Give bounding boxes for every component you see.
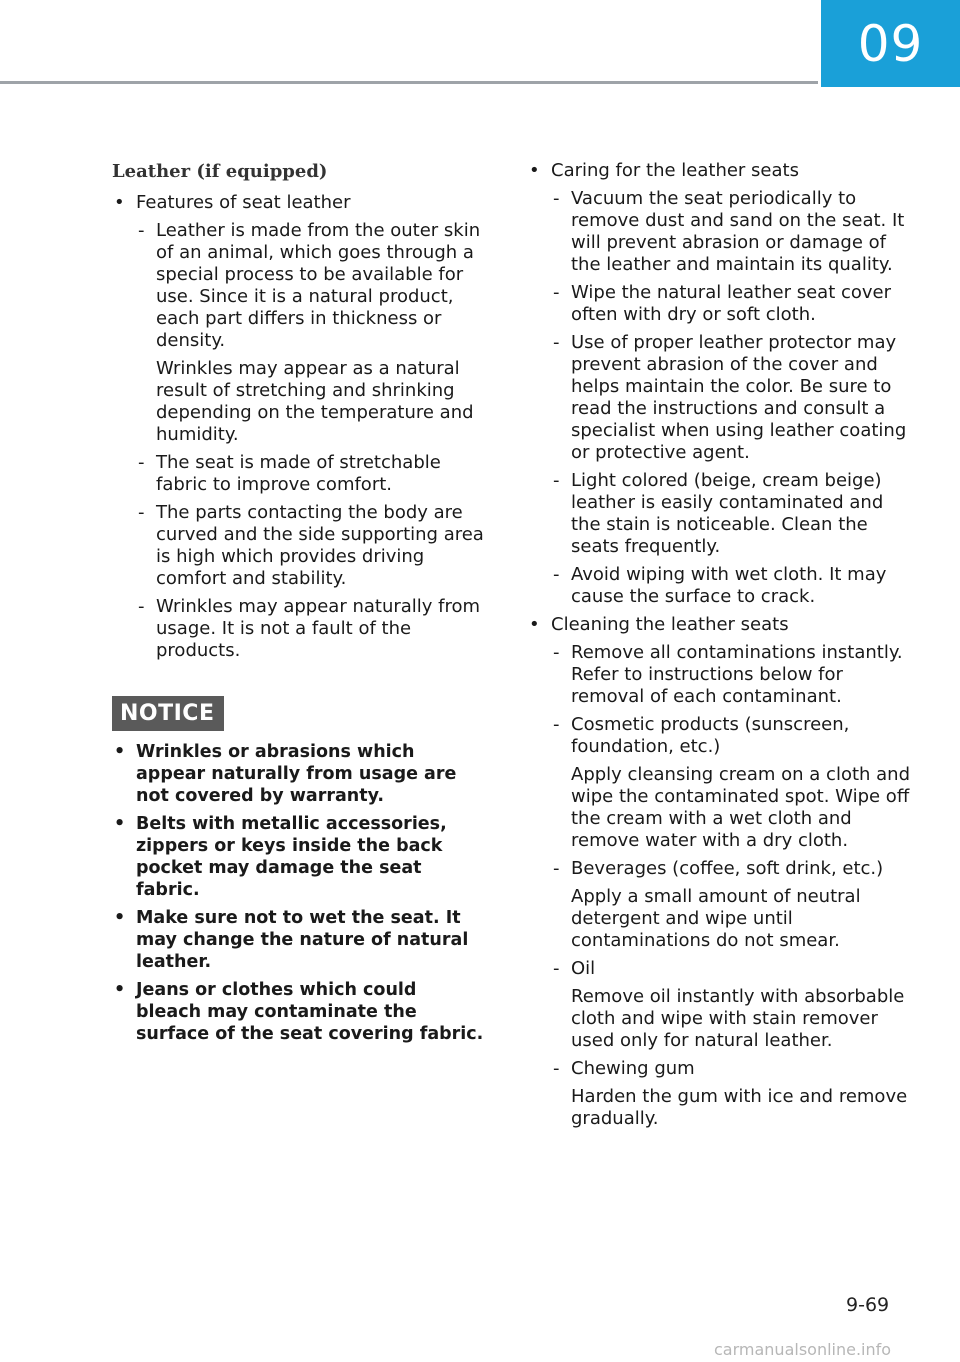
list-item-text: - The parts contacting the body are curved and the side supporting area is high which provides driving comfort and stability.	[156, 502, 484, 589]
bullet-label: • Cleaning the leather seats	[551, 614, 789, 635]
list-item-extra: Wrinkles may appear as a natural result of stretching and shrinking depending on the temperature and humidity.	[156, 358, 474, 445]
list-item	[136, 596, 487, 662]
list-item-extra: Remove oil instantly with absorbable cloth and wipe with stain remover used only for natural leather.	[571, 986, 905, 1051]
list-item-text: - Cosmetic products (sunscreen, foundation, etc.)	[571, 714, 850, 757]
notice-list	[112, 741, 487, 1045]
list-item-text: - Beverages (coffee, soft drink, etc.)	[571, 858, 884, 879]
notice-label: NOTICE	[112, 696, 224, 731]
list-item: - Avoid wiping with wet cloth. It may cause the surface to crack.	[551, 564, 912, 608]
list-item-extra: Apply a small amount of neutral detergent and wipe until contaminations do not smear.	[571, 886, 861, 951]
bullet-features	[112, 192, 487, 662]
list-item: - Use of proper leather protector may prevent abrasion of the cover and helps maintain the color. Be sure to read the instructions and consult a specialist when using leather coating or protective agent.	[551, 332, 912, 464]
list-item: - Wipe the natural leather seat cover often with dry or soft cloth.	[551, 282, 912, 326]
notice-item: • Belts with metallic accessories, zippers or keys inside the back pocket may damage the seat fabric.	[112, 813, 487, 901]
list-item	[136, 502, 487, 590]
page-number: 9-69	[846, 1294, 890, 1316]
notice-item: • Make sure not to wet the seat. It may change the nature of natural leather.	[112, 907, 487, 973]
list-item: - Light colored (beige, cream beige) leather is easily contaminated and the stain is noticeable. Clean the seats frequently.	[551, 470, 912, 558]
list-item	[551, 1058, 912, 1130]
list-item-text: - Wrinkles may appear naturally from usage. It is not a fault of the products.	[156, 596, 481, 661]
list-item: - Vacuum the seat periodically to remove dust and sand on the seat. It will prevent abrasion or damage of the leather and maintain its quality.	[551, 188, 912, 276]
sub-list	[551, 188, 912, 608]
list-item-text: - Leather is made from the outer skin of an animal, which goes through a special process to be available for use. Since it is a natural product, each part differs in thickness or density.	[156, 220, 481, 351]
notice-item: • Jeans or clothes which could bleach may contaminate the surface of the seat covering fabric.	[112, 979, 487, 1045]
bullet-caring	[527, 160, 912, 608]
list-item-text: - Chewing gum	[571, 1058, 695, 1079]
list-item	[551, 858, 912, 952]
list-item-text: - The seat is made of stretchable fabric to improve comfort.	[156, 452, 441, 495]
list-item-extra: Apply cleansing cream on a cloth and wipe the contaminated spot. Wipe off the cream with a wet cloth and remove water with a dry cloth.	[571, 764, 911, 851]
list-item	[136, 452, 487, 496]
list-item	[551, 714, 912, 852]
bullet-label: • Features of seat leather	[136, 192, 351, 213]
left-column	[112, 160, 487, 1051]
sub-list	[551, 642, 912, 1130]
list-item-extra: Harden the gum with ice and remove gradually.	[571, 1086, 908, 1129]
list-item	[551, 642, 912, 708]
list-item-text: - Remove all contaminations instantly. Refer to instructions below for removal of each contaminant.	[571, 642, 903, 707]
header-rule	[0, 81, 818, 84]
notice-item: • Wrinkles or abrasions which appear naturally from usage are not covered by warranty.	[112, 741, 487, 807]
sub-list	[136, 220, 487, 662]
watermark: carmanualsonline.info	[714, 1340, 892, 1359]
bullet-cleaning	[527, 614, 912, 1130]
chapter-tab: 09	[821, 0, 960, 87]
list-item	[551, 958, 912, 1052]
list-item-text: - Oil	[571, 958, 596, 979]
list-item	[136, 220, 487, 446]
right-column	[527, 160, 912, 1136]
section-heading: Leather (if equipped)	[112, 161, 328, 182]
bullet-label: • Caring for the leather seats	[551, 160, 799, 181]
